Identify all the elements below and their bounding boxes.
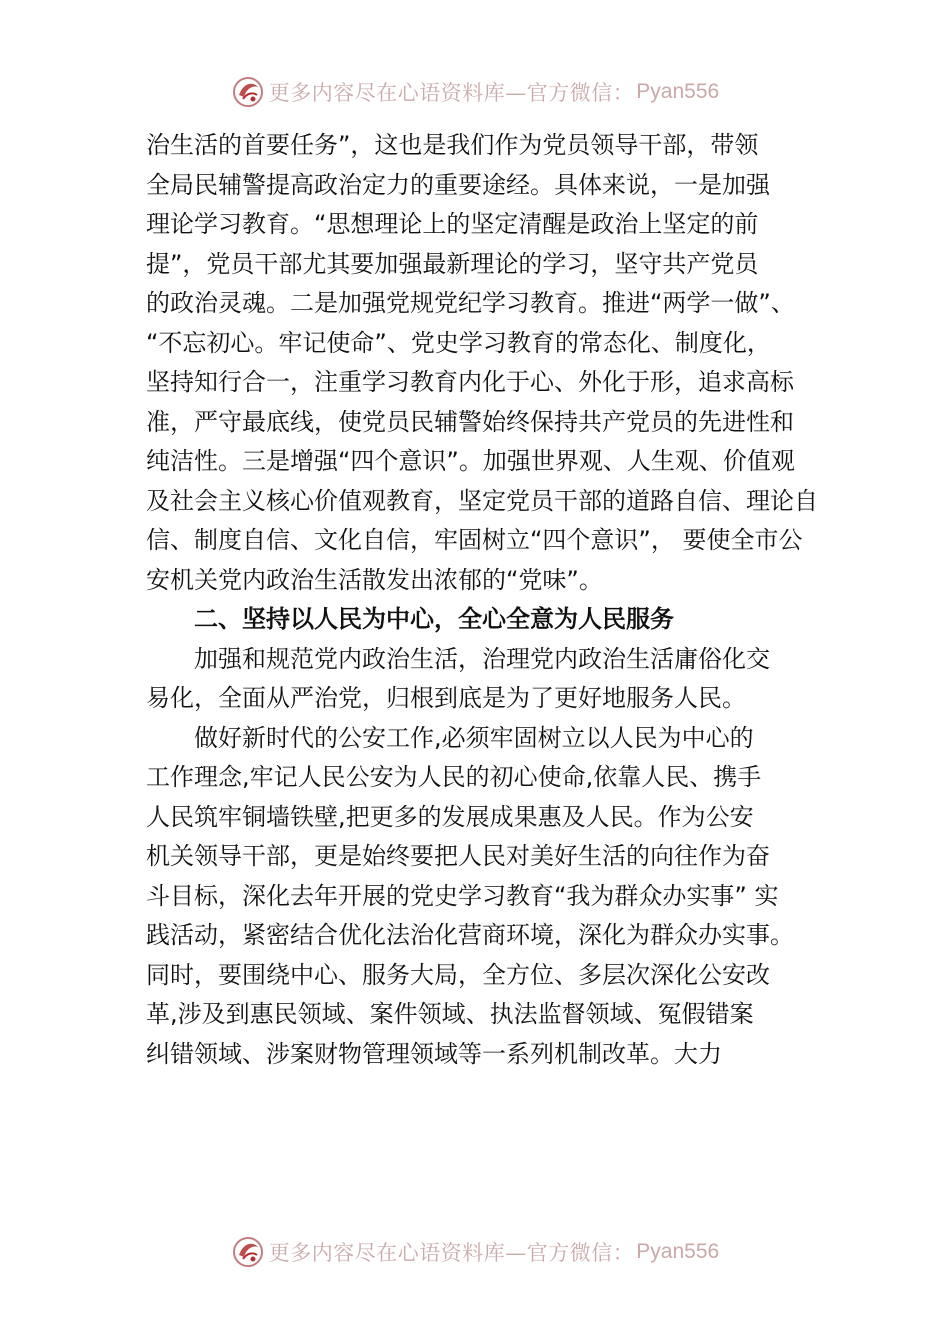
section-heading-2: 二、坚持以人民为中心，全心全意为人民服务	[194, 605, 674, 633]
text-line: 治生活的首要任务”，这也是我们作为党员领导干部，带领	[146, 131, 759, 159]
text-line: 理论学习教育。“思想理论上的坚定清醒是政治上坚定的前	[146, 210, 759, 238]
text-line: 坚持知行合一，注重学习教育内化于心、外化于形，追求高标	[146, 368, 794, 396]
text-line: 提”，党员干部尤其要加强最新理论的学习，坚守共产党员	[146, 249, 759, 278]
text-line: 机关领导干部，更是始终要把人民对美好生活的向往作为奋	[146, 842, 770, 870]
text-line: 斗目标，深化去年开展的党史学习教育“我为群众办实事” 实	[146, 881, 779, 910]
text-line: 践活动，紧密结合优化法治化营商环境，深化为群众办实事。	[146, 921, 794, 949]
watermark-id: Pyan556	[636, 1240, 720, 1263]
text-line: 人民筑牢铜墙铁壁,把更多的发展成果惠及人民。作为公安	[146, 802, 754, 831]
text-line: 纯洁性。三是增强“四个意识”。加强世界观、人生观、价值观	[146, 447, 795, 475]
seal-logo-icon	[231, 75, 265, 109]
text-line: 及社会主义核心价值观教育，坚定党员干部的道路自信、理论自	[146, 486, 818, 515]
text-line: 的政治灵魂。二是加强党规党纪学习教育。推进“两学一做”、	[146, 289, 795, 317]
text-line: 工作理念,牢记人民公安为人民的初心使命,依靠人民、携手	[146, 763, 762, 791]
text-line: 同时，要围绕中心、服务大局，全方位、多层次深化公安改	[146, 960, 770, 989]
text-line: 全局民辅警提高政治定力的重要途经。具体来说，一是加强	[146, 170, 770, 199]
text-line: “不忘初心。牢记使命”、党史学习教育的常态化、制度化，	[146, 328, 771, 357]
text-line: 革,涉及到惠民领域、案件领域、执法监督领域、冤假错案	[146, 1000, 754, 1028]
paragraph-3	[146, 719, 826, 1075]
header-watermark	[0, 72, 950, 112]
text-line: 安机关党内政治生活散发出浓郁的“党味”。	[146, 565, 603, 594]
paragraph-2	[146, 640, 826, 719]
text-line: 加强和规范党内政治生活，治理党内政治生活庸俗化交	[194, 644, 770, 673]
footer-watermark	[0, 1232, 950, 1272]
watermark-text: 更多内容尽在心语资料库—官方微信：	[268, 1241, 635, 1265]
watermark-text: 更多内容尽在心语资料库—官方微信：	[268, 81, 635, 105]
watermark-id: Pyan556	[636, 80, 720, 103]
document-body	[146, 126, 826, 1074]
text-line: 信、制度自信、文化自信，牢固树立“四个意识”， 要使全市公	[146, 526, 803, 554]
paragraph-1	[146, 126, 826, 600]
text-line: 做好新时代的公安工作,必须牢固树立以人民为中心的	[194, 723, 754, 752]
text-line: 准，严守最底线，使党员民辅警始终保持共产党员的先进性和	[146, 407, 794, 436]
text-line: 易化，全面从严治党，归根到底是为了更好地服务人民。	[146, 684, 746, 712]
seal-logo-icon	[231, 1235, 265, 1269]
text-line: 纠错领域、涉案财物管理领域等一系列机制改革。大力	[146, 1039, 722, 1068]
